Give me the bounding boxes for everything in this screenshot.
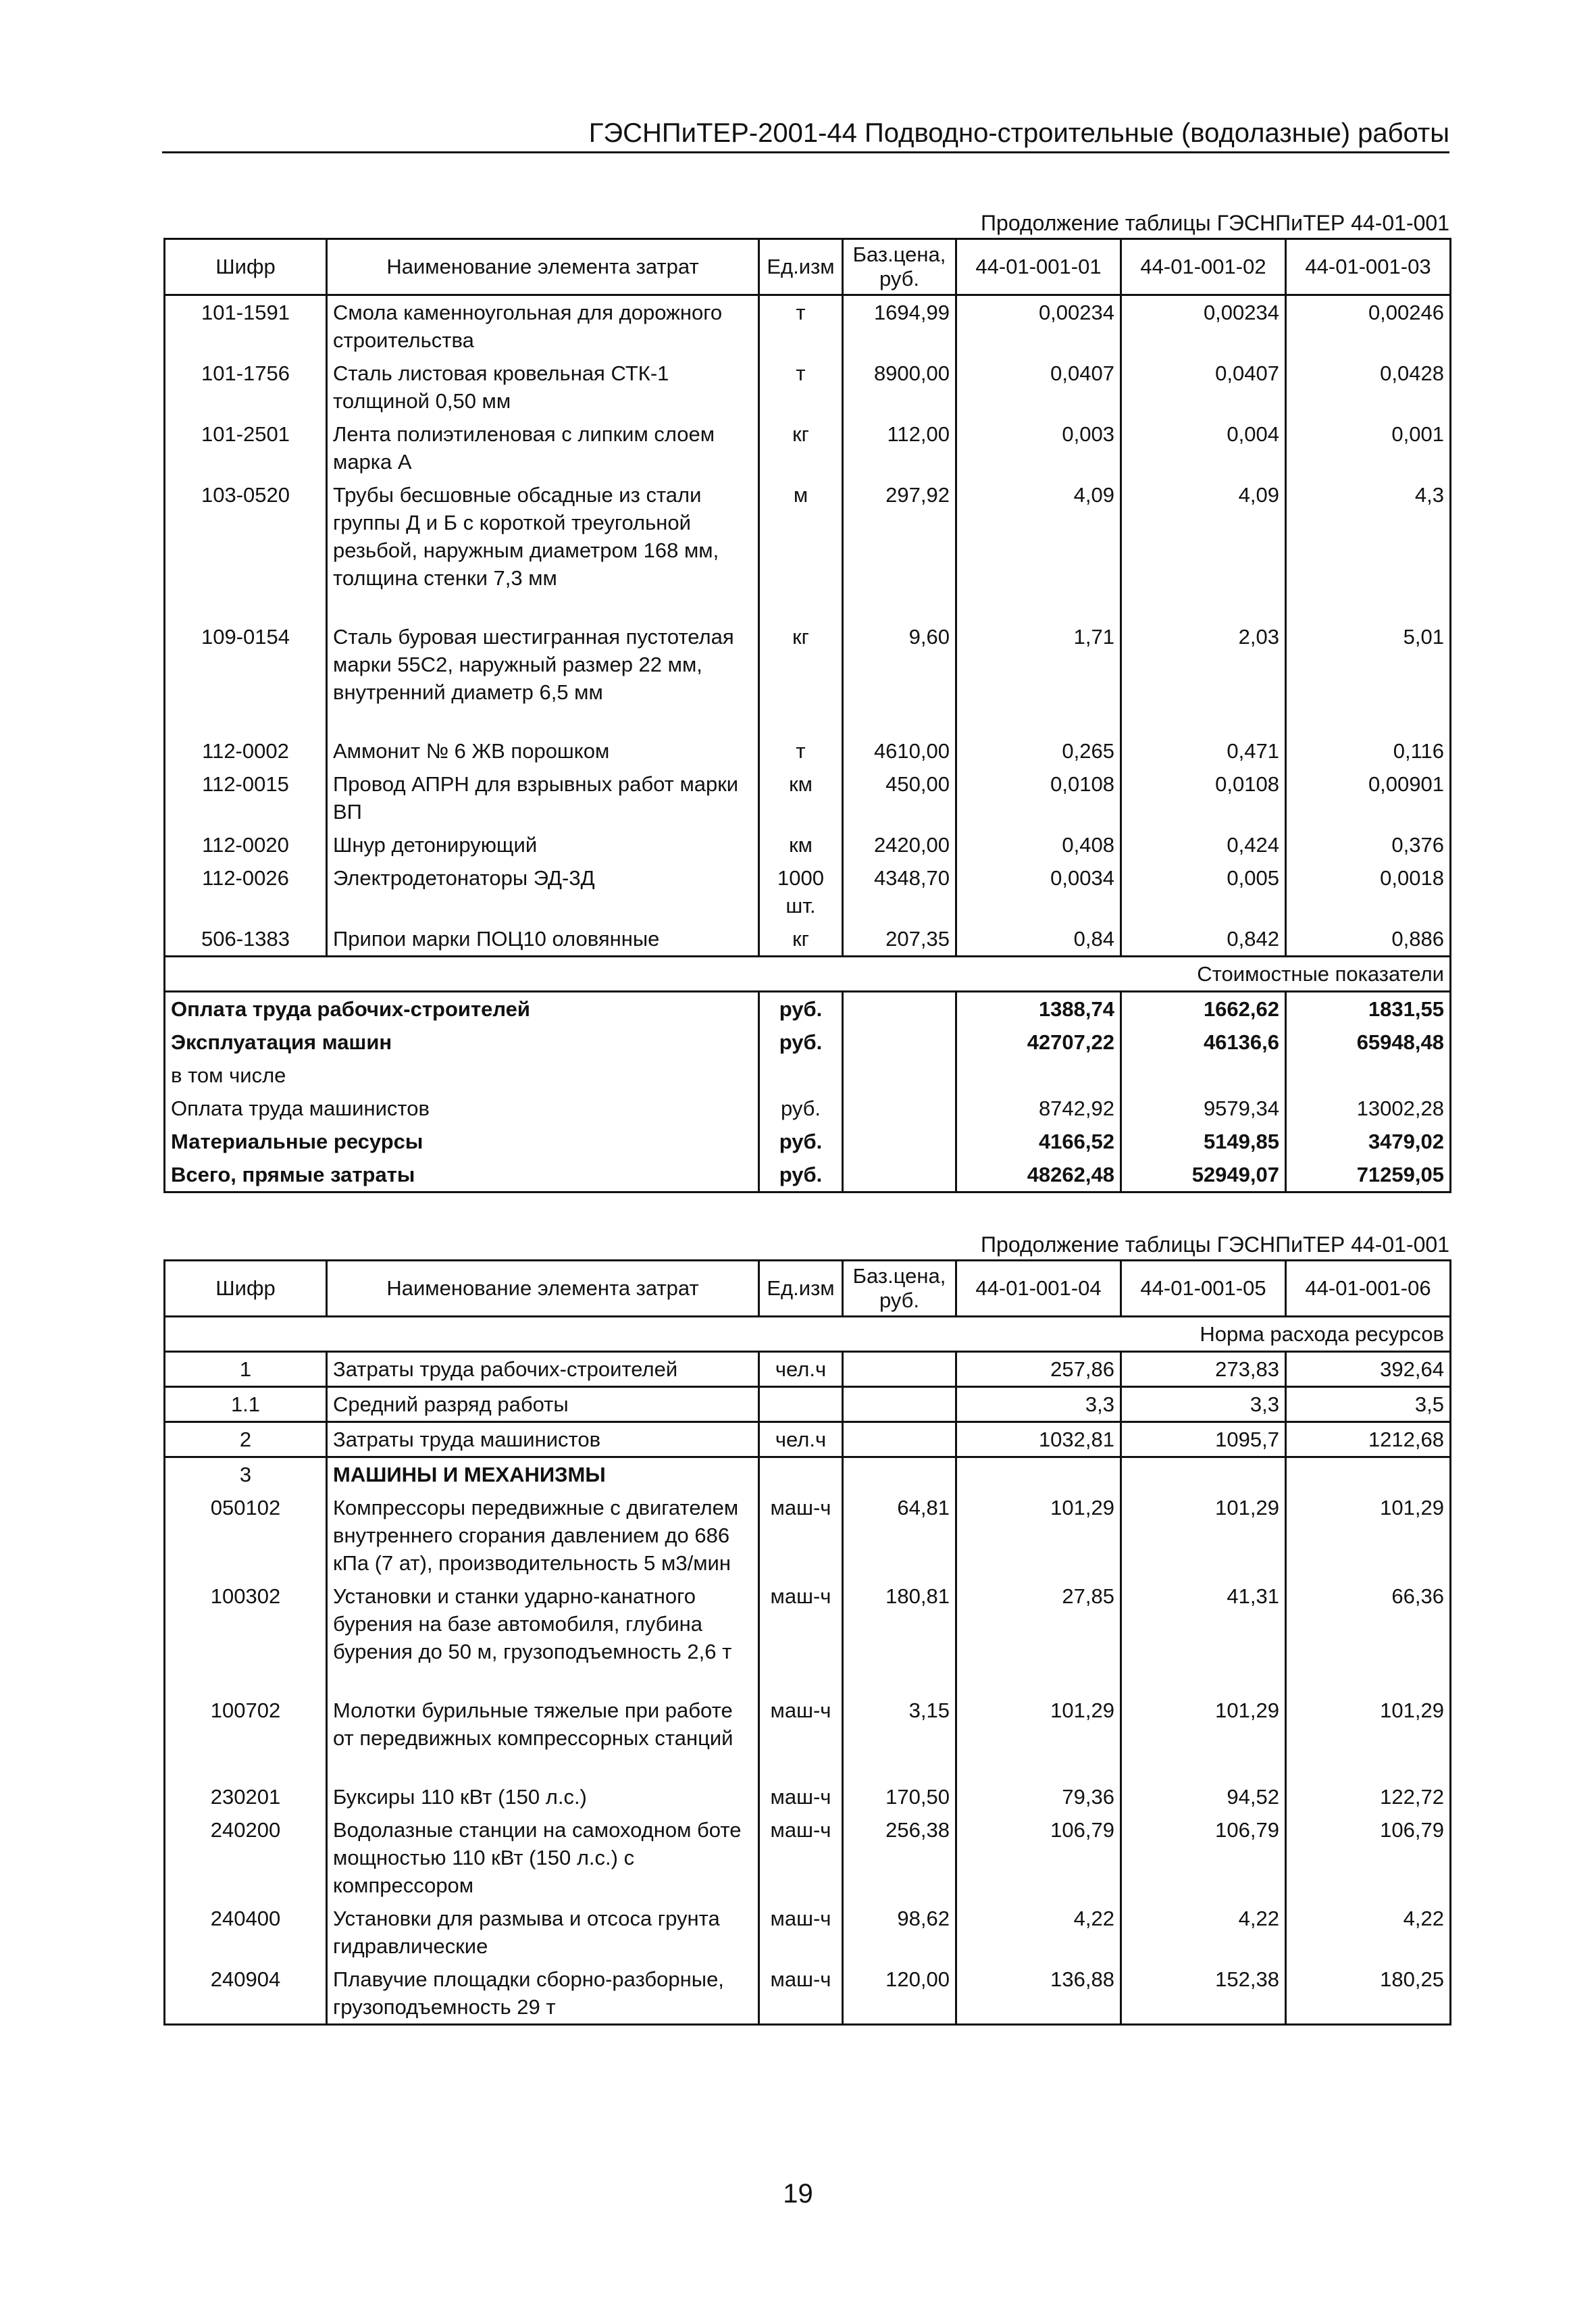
material-row	[165, 828, 1451, 861]
cost-name-cell: Оплата труда рабочих-строителей	[165, 992, 759, 1026]
unit-cell: км	[759, 828, 843, 861]
value-cell: 4166,52	[956, 1125, 1121, 1158]
norm-section-row	[165, 1317, 1451, 1352]
empty-cell	[1121, 595, 1286, 620]
col-header-code4: 44-01-001-04	[956, 1261, 1121, 1317]
price-cell	[843, 1352, 956, 1387]
value-cell: 1388,74	[956, 992, 1121, 1026]
value-cell: 101,29	[1121, 1491, 1286, 1580]
name-cell: Затраты труда машинистов	[327, 1422, 759, 1457]
unit-cell: маш-ч	[759, 1813, 843, 1902]
value-cell: 392,64	[1286, 1352, 1451, 1387]
empty-cell	[843, 1668, 956, 1694]
empty-cell	[327, 709, 759, 734]
spacer-row	[165, 1668, 1451, 1694]
value-cell: 101,29	[956, 1694, 1121, 1755]
resource-row	[165, 1387, 1451, 1422]
value-cell: 94,52	[1121, 1780, 1286, 1813]
cost-section-row-label: Стоимостные показатели	[165, 957, 1451, 992]
cost-row	[165, 1092, 1451, 1125]
value-cell: 0,00234	[1121, 295, 1286, 357]
empty-cell	[327, 1668, 759, 1694]
value-cell: 0,0108	[956, 768, 1121, 828]
value-cell: 2,03	[1121, 620, 1286, 709]
value-cell: 0,0108	[1121, 768, 1286, 828]
value-cell: 1831,55	[1286, 992, 1451, 1026]
code-cell: 1.1	[165, 1387, 327, 1422]
price-cell	[843, 1387, 956, 1422]
price-cell	[843, 1026, 956, 1059]
empty-cell	[956, 595, 1121, 620]
name-cell: Аммонит № 6 ЖВ порошком	[327, 734, 759, 768]
name-cell: Установки для размыва и отсоса грунта гидравлические	[327, 1902, 759, 1963]
value-cell: 0,0018	[1286, 861, 1451, 922]
machine-row	[165, 1694, 1451, 1755]
name-cell: Буксиры 110 кВт (150 л.с.)	[327, 1780, 759, 1813]
machine-row	[165, 1813, 1451, 1902]
empty-cell	[1286, 1668, 1451, 1694]
unit-cell: кг	[759, 620, 843, 709]
unit-cell: руб.	[759, 1026, 843, 1059]
unit-cell: чел.ч	[759, 1352, 843, 1387]
machine-row	[165, 1491, 1451, 1580]
value-cell: 152,38	[1121, 1963, 1286, 2025]
value-cell: 4,09	[1121, 478, 1286, 595]
col-header-name: Наименование элемента затрат	[327, 239, 759, 295]
empty-cell	[1121, 709, 1286, 734]
value-cell	[956, 1457, 1121, 1492]
price-cell: 170,50	[843, 1780, 956, 1813]
unit-cell: маш-ч	[759, 1694, 843, 1755]
price-cell: 4348,70	[843, 861, 956, 922]
cost-name-cell: Эксплуатация машин	[165, 1026, 759, 1059]
value-cell: 4,22	[1286, 1902, 1451, 1963]
name-cell: Сталь листовая кровельная СТК-1 толщиной 0,50 мм	[327, 357, 759, 418]
value-cell: 66,36	[1286, 1580, 1451, 1668]
unit-cell: руб.	[759, 1125, 843, 1158]
price-cell: 2420,00	[843, 828, 956, 861]
empty-cell	[956, 1755, 1121, 1780]
empty-cell	[843, 1755, 956, 1780]
value-cell: 46136,6	[1121, 1026, 1286, 1059]
running-header: ГЭСНПиТЕР-2001-44 Подводно-строительные (водолазные) работы	[162, 116, 1449, 153]
price-cell: 120,00	[843, 1963, 956, 2025]
value-cell: 3479,02	[1286, 1125, 1451, 1158]
value-cell: 0,842	[1121, 922, 1286, 957]
spacer-row	[165, 709, 1451, 734]
code-cell: 050102	[165, 1491, 327, 1580]
price-cell	[843, 1125, 956, 1158]
empty-cell	[165, 1668, 327, 1694]
value-cell	[1121, 1059, 1286, 1092]
value-cell: 1212,68	[1286, 1422, 1451, 1457]
code-cell: 112-0002	[165, 734, 327, 768]
page-number: 19	[783, 2179, 813, 2209]
price-cell: 9,60	[843, 620, 956, 709]
code-cell: 230201	[165, 1780, 327, 1813]
cost-name-cell: в том числе	[165, 1059, 759, 1092]
name-cell: Водолазные станции на самоходном боте мощностью 110 кВт (150 л.с.) с компрессором	[327, 1813, 759, 1902]
name-cell: Провод АПРН для взрывных работ марки ВП	[327, 768, 759, 828]
value-cell: 0,001	[1286, 418, 1451, 478]
empty-cell	[1286, 595, 1451, 620]
value-cell: 65948,48	[1286, 1026, 1451, 1059]
value-cell: 101,29	[1286, 1694, 1451, 1755]
unit-cell: маш-ч	[759, 1902, 843, 1963]
value-cell: 5149,85	[1121, 1125, 1286, 1158]
unit-cell: т	[759, 357, 843, 418]
col-header-unit: Ед.изм	[759, 1261, 843, 1317]
value-cell: 106,79	[956, 1813, 1121, 1902]
code-cell: 112-0015	[165, 768, 327, 828]
price-cell	[843, 1092, 956, 1125]
value-cell: 0,00246	[1286, 295, 1451, 357]
code-cell: 101-1756	[165, 357, 327, 418]
value-cell: 3,3	[1121, 1387, 1286, 1422]
value-cell: 9579,34	[1121, 1092, 1286, 1125]
empty-cell	[165, 1755, 327, 1780]
value-cell: 4,3	[1286, 478, 1451, 595]
value-cell: 0,003	[956, 418, 1121, 478]
value-cell: 257,86	[956, 1352, 1121, 1387]
value-cell: 0,376	[1286, 828, 1451, 861]
unit-cell: т	[759, 734, 843, 768]
empty-cell	[759, 709, 843, 734]
col-header-code2: 44-01-001-02	[1121, 239, 1286, 295]
code-cell: 3	[165, 1457, 327, 1492]
empty-cell	[759, 595, 843, 620]
col-header-code6: 44-01-001-06	[1286, 1261, 1451, 1317]
cost-name-cell: Всего, прямые затраты	[165, 1158, 759, 1192]
value-cell: 3,5	[1286, 1387, 1451, 1422]
code-cell: 101-1591	[165, 295, 327, 357]
table1	[163, 238, 1451, 1193]
empty-cell	[759, 1668, 843, 1694]
code-cell: 109-0154	[165, 620, 327, 709]
name-cell: Установки и станки ударно-канатного бурения на базе автомобиля, глубина бурения до 50 м, грузоподъемность 2,6 т	[327, 1580, 759, 1668]
code-cell: 240400	[165, 1902, 327, 1963]
machine-row	[165, 1780, 1451, 1813]
value-cell: 101,29	[1286, 1491, 1451, 1580]
value-cell: 48262,48	[956, 1158, 1121, 1192]
col-header-code: Шифр	[165, 239, 327, 295]
value-cell: 13002,28	[1286, 1092, 1451, 1125]
empty-cell	[956, 709, 1121, 734]
value-cell: 52949,07	[1121, 1158, 1286, 1192]
code-cell: 1	[165, 1352, 327, 1387]
material-row	[165, 357, 1451, 418]
unit-cell: маш-ч	[759, 1580, 843, 1668]
value-cell: 71259,05	[1286, 1158, 1451, 1192]
unit-cell: руб.	[759, 1092, 843, 1125]
value-cell: 0,0407	[956, 357, 1121, 418]
price-cell: 112,00	[843, 418, 956, 478]
code-cell: 240200	[165, 1813, 327, 1902]
value-cell	[956, 1059, 1121, 1092]
price-cell: 3,15	[843, 1694, 956, 1755]
value-cell: 0,0034	[956, 861, 1121, 922]
value-cell: 0,265	[956, 734, 1121, 768]
empty-cell	[759, 1755, 843, 1780]
spacer-row	[165, 1755, 1451, 1780]
machine-row	[165, 1963, 1451, 2025]
cost-row	[165, 1059, 1451, 1092]
unit-cell	[759, 1387, 843, 1422]
empty-cell	[843, 595, 956, 620]
code-cell: 240904	[165, 1963, 327, 2025]
material-row	[165, 734, 1451, 768]
name-cell: Лента полиэтиленовая с липким слоем марка А	[327, 418, 759, 478]
value-cell: 0,116	[1286, 734, 1451, 768]
empty-cell	[1286, 709, 1451, 734]
material-row	[165, 620, 1451, 709]
col-header-unit: Ед.изм	[759, 239, 843, 295]
value-cell: 0,0428	[1286, 357, 1451, 418]
table1-continuation: Продолжение таблицы ГЭСНПиТЕР 44-01-001	[981, 211, 1449, 235]
value-cell: 0,0407	[1121, 357, 1286, 418]
unit-cell: кг	[759, 922, 843, 957]
value-cell: 101,29	[1121, 1694, 1286, 1755]
value-cell: 1,71	[956, 620, 1121, 709]
price-cell	[843, 1158, 956, 1192]
name-cell: Трубы бесшовные обсадные из стали группы Д и Б с короткой треугольной резьбой, наружным диаметром 168 мм, толщина стенки 7,3 мм	[327, 478, 759, 595]
value-cell: 0,00234	[956, 295, 1121, 357]
unit-cell: км	[759, 768, 843, 828]
value-cell: 41,31	[1121, 1580, 1286, 1668]
col-header-code3: 44-01-001-03	[1286, 239, 1451, 295]
cost-row	[165, 1125, 1451, 1158]
code-cell: 112-0020	[165, 828, 327, 861]
price-cell	[843, 1059, 956, 1092]
name-cell: Средний разряд работы	[327, 1387, 759, 1422]
value-cell: 0,471	[1121, 734, 1286, 768]
empty-cell	[165, 595, 327, 620]
value-cell: 106,79	[1286, 1813, 1451, 1902]
resource-row	[165, 1352, 1451, 1387]
cost-row	[165, 1158, 1451, 1192]
name-cell: Шнур детонирующий	[327, 828, 759, 861]
empty-cell	[1286, 1755, 1451, 1780]
value-cell: 101,29	[956, 1491, 1121, 1580]
cost-row	[165, 992, 1451, 1026]
empty-cell	[1121, 1755, 1286, 1780]
value-cell: 0,005	[1121, 861, 1286, 922]
unit-cell: маш-ч	[759, 1780, 843, 1813]
code-cell: 103-0520	[165, 478, 327, 595]
value-cell: 1095,7	[1121, 1422, 1286, 1457]
value-cell: 4,22	[956, 1902, 1121, 1963]
unit-cell: маш-ч	[759, 1963, 843, 2025]
name-cell: Смола каменноугольная для дорожного строительства	[327, 295, 759, 357]
price-cell: 4610,00	[843, 734, 956, 768]
material-row	[165, 478, 1451, 595]
name-cell: Плавучие площадки сборно-разборные, грузоподъемность 29 т	[327, 1963, 759, 2025]
value-cell	[1286, 1059, 1451, 1092]
value-cell	[1286, 1457, 1451, 1492]
value-cell: 106,79	[1121, 1813, 1286, 1902]
code-cell: 112-0026	[165, 861, 327, 922]
value-cell: 4,09	[956, 478, 1121, 595]
price-cell: 98,62	[843, 1902, 956, 1963]
col-header-price: Баз.цена, руб.	[843, 239, 956, 295]
value-cell: 27,85	[956, 1580, 1121, 1668]
material-row	[165, 418, 1451, 478]
price-cell: 64,81	[843, 1491, 956, 1580]
price-cell	[843, 1457, 956, 1492]
unit-cell: руб.	[759, 992, 843, 1026]
price-cell: 8900,00	[843, 357, 956, 418]
name-cell: Сталь буровая шестигранная пустотелая марки 55С2, наружный размер 22 мм, внутренний диаметр 6,5 мм	[327, 620, 759, 709]
name-cell: Молотки бурильные тяжелые при работе от передвижных компрессорных станций	[327, 1694, 759, 1755]
empty-cell	[327, 595, 759, 620]
value-cell: 79,36	[956, 1780, 1121, 1813]
machine-row	[165, 1580, 1451, 1668]
empty-cell	[1121, 1668, 1286, 1694]
table2-continuation: Продолжение таблицы ГЭСНПиТЕР 44-01-001	[981, 1232, 1449, 1257]
value-cell: 273,83	[1121, 1352, 1286, 1387]
resource-row	[165, 1457, 1451, 1492]
price-cell: 450,00	[843, 768, 956, 828]
empty-cell	[165, 709, 327, 734]
value-cell: 42707,22	[956, 1026, 1121, 1059]
col-header-code5: 44-01-001-05	[1121, 1261, 1286, 1317]
name-cell: Припои марки ПОЦ10 оловянные	[327, 922, 759, 957]
name-cell: Компрессоры передвижные с двигателем внутреннего сгорания давлением до 686 кПа (7 ат), производительность 5 м3/мин	[327, 1491, 759, 1580]
value-cell: 8742,92	[956, 1092, 1121, 1125]
code-cell: 100302	[165, 1580, 327, 1668]
empty-cell	[327, 1755, 759, 1780]
price-cell	[843, 1422, 956, 1457]
price-cell	[843, 992, 956, 1026]
empty-cell	[843, 709, 956, 734]
name-cell: МАШИНЫ И МЕХАНИЗМЫ	[327, 1457, 759, 1492]
value-cell: 0,408	[956, 828, 1121, 861]
table2-header	[165, 1261, 1451, 1317]
cost-section-row	[165, 957, 1451, 992]
material-row	[165, 922, 1451, 957]
unit-cell: руб.	[759, 1158, 843, 1192]
value-cell	[1121, 1457, 1286, 1492]
value-cell: 0,886	[1286, 922, 1451, 957]
code-cell: 100702	[165, 1694, 327, 1755]
value-cell: 180,25	[1286, 1963, 1451, 2025]
cost-name-cell: Оплата труда машинистов	[165, 1092, 759, 1125]
table2	[163, 1259, 1451, 2026]
price-cell: 207,35	[843, 922, 956, 957]
price-cell: 297,92	[843, 478, 956, 595]
unit-cell	[759, 1059, 843, 1092]
col-header-price: Баз.цена, руб.	[843, 1261, 956, 1317]
name-cell: Электродетонаторы ЭД-3Д	[327, 861, 759, 922]
unit-cell: т	[759, 295, 843, 357]
unit-cell: кг	[759, 418, 843, 478]
unit-cell	[759, 1457, 843, 1492]
cost-row	[165, 1026, 1451, 1059]
value-cell: 0,424	[1121, 828, 1286, 861]
material-row	[165, 768, 1451, 828]
norm-section-row-label: Норма расхода ресурсов	[165, 1317, 1451, 1352]
value-cell: 1662,62	[1121, 992, 1286, 1026]
value-cell: 122,72	[1286, 1780, 1451, 1813]
value-cell: 136,88	[956, 1963, 1121, 2025]
empty-cell	[956, 1668, 1121, 1694]
spacer-row	[165, 595, 1451, 620]
unit-cell: чел.ч	[759, 1422, 843, 1457]
unit-cell: 1000 шт.	[759, 861, 843, 922]
value-cell: 0,84	[956, 922, 1121, 957]
value-cell: 0,004	[1121, 418, 1286, 478]
cost-name-cell: Материальные ресурсы	[165, 1125, 759, 1158]
name-cell: Затраты труда рабочих-строителей	[327, 1352, 759, 1387]
price-cell: 180,81	[843, 1580, 956, 1668]
value-cell: 0,00901	[1286, 768, 1451, 828]
col-header-code: Шифр	[165, 1261, 327, 1317]
code-cell: 2	[165, 1422, 327, 1457]
value-cell: 1032,81	[956, 1422, 1121, 1457]
value-cell: 5,01	[1286, 620, 1451, 709]
resource-row	[165, 1422, 1451, 1457]
price-cell: 256,38	[843, 1813, 956, 1902]
material-row	[165, 861, 1451, 922]
unit-cell: м	[759, 478, 843, 595]
col-header-name: Наименование элемента затрат	[327, 1261, 759, 1317]
col-header-code1: 44-01-001-01	[956, 239, 1121, 295]
price-cell: 1694,99	[843, 295, 956, 357]
machine-row	[165, 1902, 1451, 1963]
value-cell: 4,22	[1121, 1902, 1286, 1963]
material-row	[165, 295, 1451, 357]
table1-header	[165, 239, 1451, 295]
code-cell: 506-1383	[165, 922, 327, 957]
unit-cell: маш-ч	[759, 1491, 843, 1580]
code-cell: 101-2501	[165, 418, 327, 478]
value-cell: 3,3	[956, 1387, 1121, 1422]
